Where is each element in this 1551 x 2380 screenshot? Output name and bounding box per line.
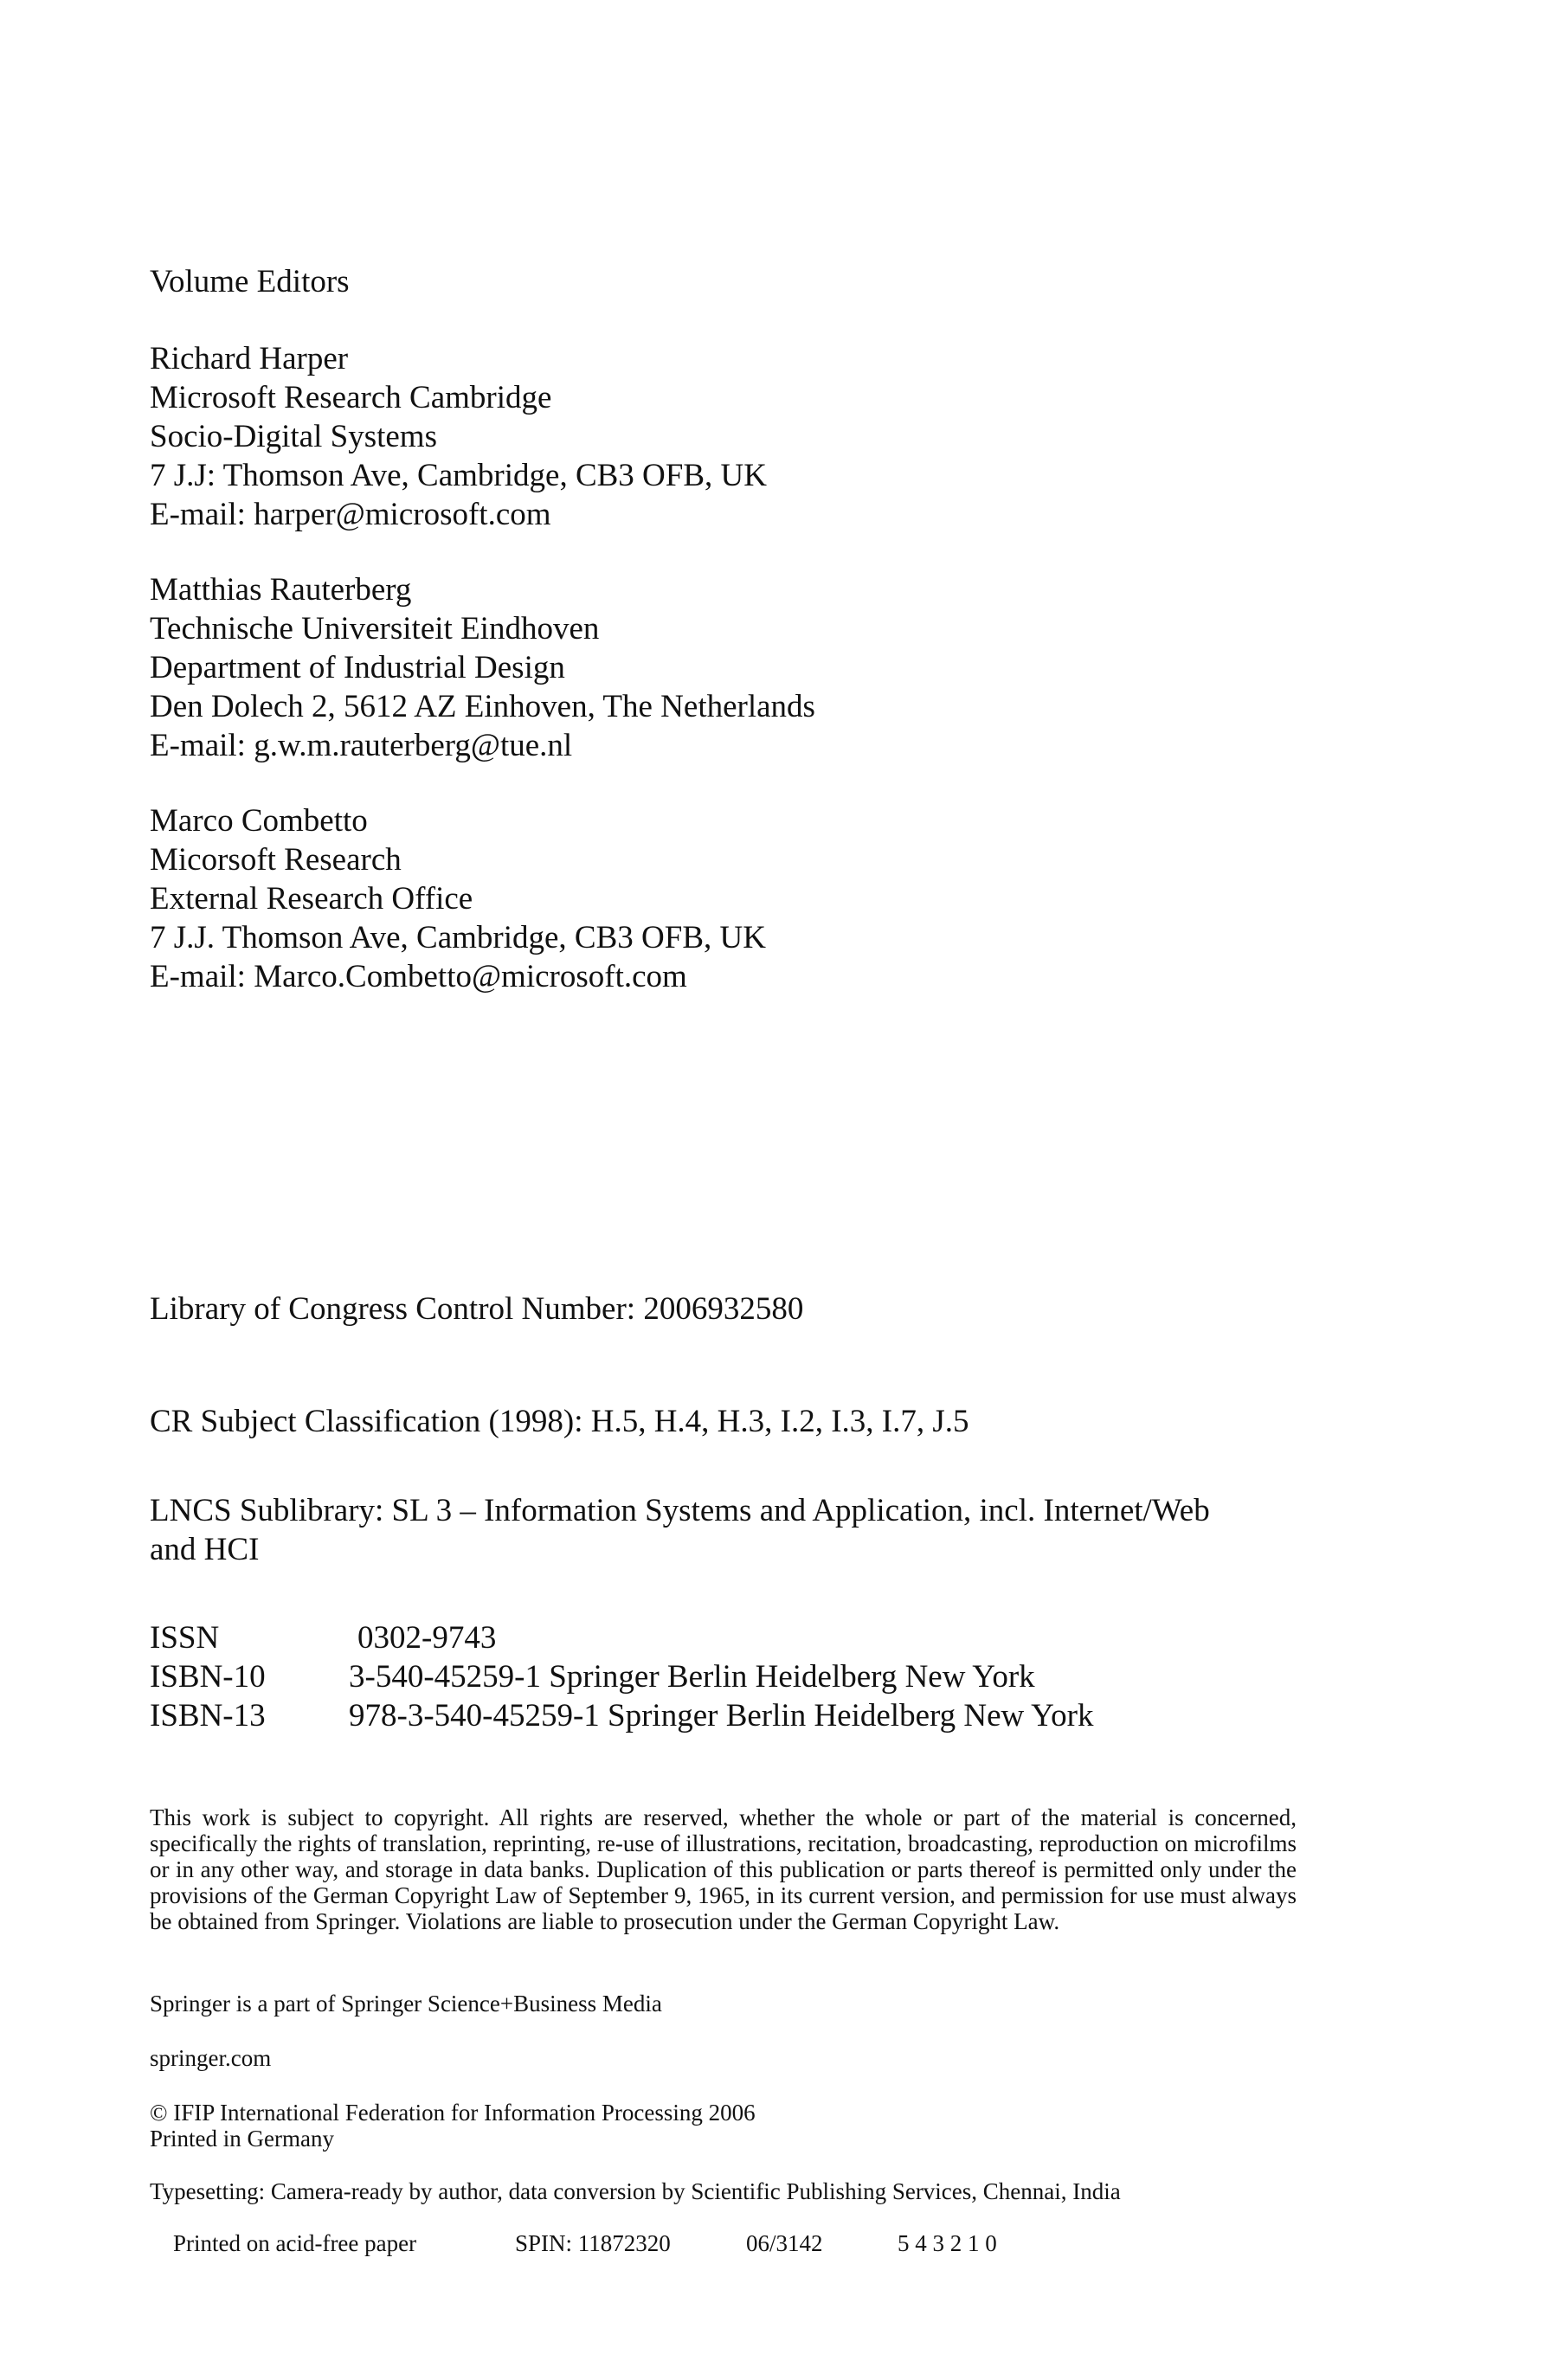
editor-name: Richard Harper [150, 341, 349, 376]
identifier-row [150, 1657, 1093, 1696]
typesetting-block [150, 2178, 1121, 2282]
springer-part-line [150, 1991, 662, 2017]
lccn-text: Library of Congress Control Number: 2006932580 [150, 1291, 804, 1327]
paper-text: Printed on acid-free paper [173, 2230, 417, 2256]
editor-entry [150, 570, 815, 765]
editor-address-line: 7 J.J: Thomson Ave, Cambridge, CB3 OFB, UK [150, 458, 767, 493]
cr-classification-text: CR Subject Classification (1998): H.5, H.4, H.3, I.2, I.3, I.7, J.5 [150, 1404, 969, 1439]
editor-email: E-mail: g.w.m.rauterberg@tue.nl [150, 728, 573, 763]
identifier-value: 3-540-45259-1 Springer Berlin Heidelberg New York [349, 1659, 1035, 1695]
identifier-label: ISBN-10 [150, 1659, 266, 1695]
identifier-label: ISSN [150, 1620, 220, 1656]
editor-name: Matthias Rauterberg [150, 572, 412, 608]
editor-affiliation-line: Department of Industrial Design [150, 650, 565, 685]
editor-email: E-mail: Marco.Combetto@microsoft.com [150, 959, 687, 994]
editor-entry [150, 801, 766, 996]
lncs-sublibrary-line: LNCS Sublibrary: SL 3 – Information Systems and Application, incl. Internet/Web [150, 1493, 1210, 1528]
editor-address-line: 7 J.J. Thomson Ave, Cambridge, CB3 OFB, UK [150, 920, 766, 955]
editor-affiliation-line: Socio-Digital Systems [150, 419, 437, 454]
editor-affiliation-line: External Research Office [150, 881, 473, 917]
lccn-line [150, 1290, 803, 1328]
printed-in-text: Printed in Germany [150, 2126, 334, 2152]
volume-editors-heading: Volume Editors [150, 264, 350, 299]
volume-editors-section [150, 262, 350, 301]
editor-affiliation-line: Micorsoft Research [150, 842, 402, 878]
springer-part-text: Springer is a part of Springer Science+Business Media [150, 1991, 662, 2017]
spin-text: SPIN: 11872320 [515, 2230, 671, 2256]
identifier-value: 0302-9743 [357, 1620, 497, 1656]
imprint-row [150, 2204, 1121, 2282]
website-line [150, 2045, 271, 2071]
cr-classification [150, 1402, 969, 1441]
website-text: springer.com [150, 2045, 272, 2071]
print-run-text: 5 4 3 2 1 0 [898, 2230, 997, 2256]
copyright-notice: This work is subject to copyright. All rights are reserved, whether the whole or part of the material is concerned, specifically the rights of translation, reprinting, re-use of illustrations, recitation, broadcasting, reproduction on microfilms or in any other way, and storage in data banks. Duplication of this publication or parts thereof is permitted only under the provisions of the German Copyright Law of September 9, 1965, in its current version, and permission for use must always be obtained from Springer. Violations are liable to prosecution under the German Copyright Law. [150, 1804, 1297, 1934]
lncs-sublibrary [150, 1491, 1210, 1569]
identifier-row [150, 1618, 1093, 1657]
editor-email: E-mail: harper@microsoft.com [150, 497, 551, 532]
identifier-value: 978-3-540-45259-1 Springer Berlin Heidelberg New York [349, 1698, 1094, 1734]
typesetting-text: Typesetting: Camera-ready by author, data conversion by Scientific Publishing Services, Chennai, India [150, 2178, 1121, 2204]
copyright-holder-text: © IFIP International Federation for Information Processing 2006 [150, 2100, 756, 2126]
code-text: 06/3142 [746, 2230, 823, 2256]
editor-affiliation-line: Microsoft Research Cambridge [150, 380, 552, 415]
identifier-label: ISBN-13 [150, 1698, 266, 1734]
editor-affiliation-line: Technische Universiteit Eindhoven [150, 611, 600, 646]
editor-name: Marco Combetto [150, 803, 368, 839]
copyright-holder-block [150, 2100, 756, 2152]
identifier-table [150, 1618, 1093, 1735]
editor-entry [150, 339, 767, 534]
identifier-row [150, 1696, 1093, 1735]
editor-address-line: Den Dolech 2, 5612 AZ Einhoven, The Netherlands [150, 689, 815, 724]
lncs-sublibrary-line: and HCI [150, 1532, 260, 1567]
